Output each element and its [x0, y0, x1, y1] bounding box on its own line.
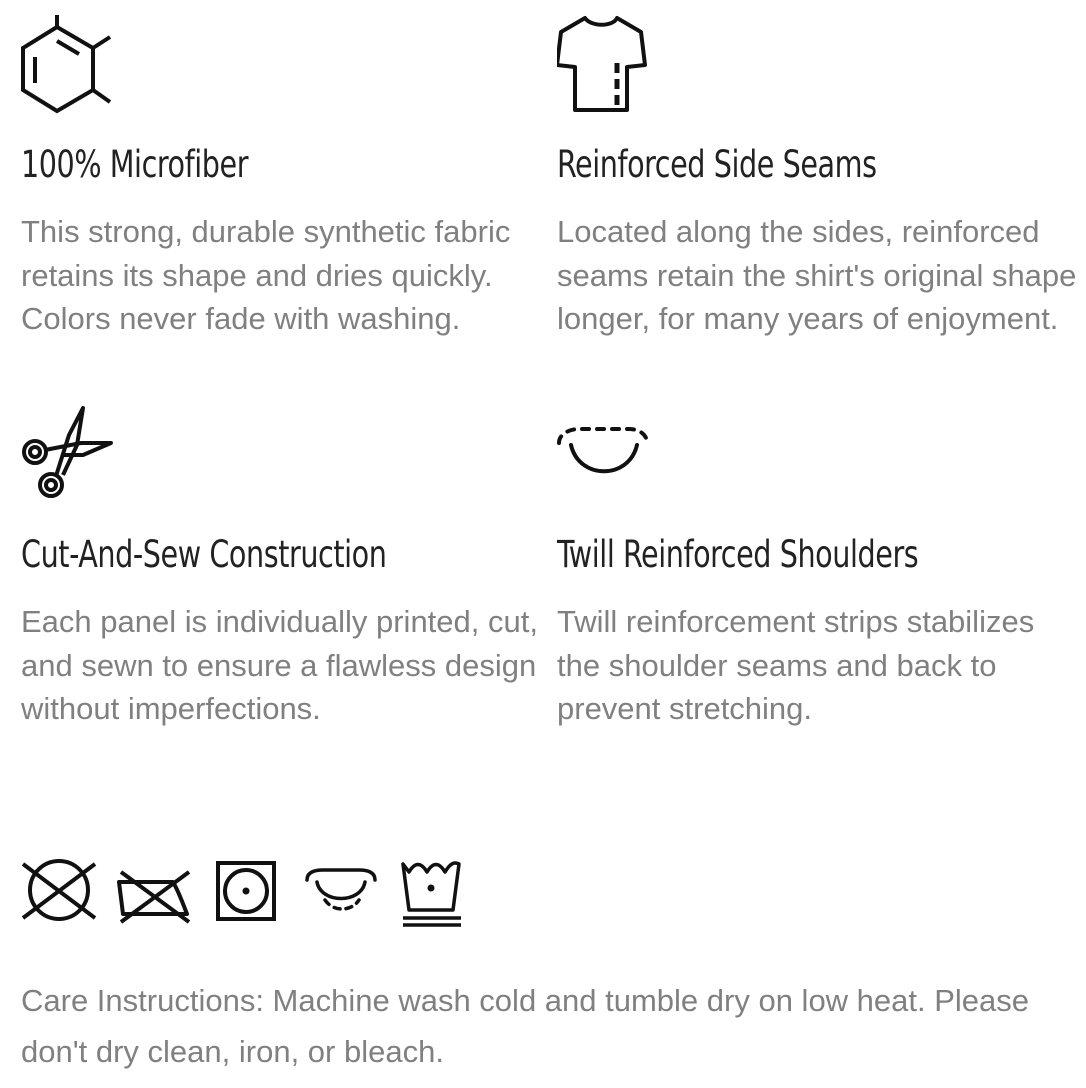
- care-icons-row: [21, 858, 471, 930]
- feature-title: 100% Microfiber: [21, 143, 249, 186]
- tumble-dry-low-icon: [215, 858, 279, 928]
- machine-wash-cold-icon: [401, 858, 463, 930]
- do-not-iron-icon: [117, 858, 193, 928]
- do-not-dry-clean-icon: [21, 858, 97, 928]
- feature-description: Located along the sides, reinforced seams retain the shirt's original shape longer, for many years of enjoyment.: [557, 214, 1077, 336]
- tshirt-side-seam-icon: [557, 15, 652, 115]
- feature-title: Cut-And-Sew Construction: [21, 533, 387, 576]
- feature-description: Twill reinforcement strips stabilizes the shoulder seams and back to prevent stretching.: [557, 604, 1035, 726]
- shoulder-seam-icon: [557, 405, 657, 485]
- scissors-icon: [21, 405, 121, 505]
- feature-title: Reinforced Side Seams: [557, 143, 877, 186]
- shoulder-seam-icon: [303, 858, 379, 928]
- feature-description: Each panel is individually printed, cut, and sewn to ensure a flawless design without imperfections.: [21, 604, 538, 726]
- feature-title: Twill Reinforced Shoulders: [557, 533, 919, 576]
- molecule-icon: [21, 15, 121, 115]
- feature-description: This strong, durable synthetic fabric retains its shape and dries quickly. Colors never fade with washing.: [21, 214, 511, 336]
- care-instructions: Care Instructions: Machine wash cold and tumble dry on low heat. Please don't dry clean, iron, or bleach.: [21, 983, 1030, 1069]
